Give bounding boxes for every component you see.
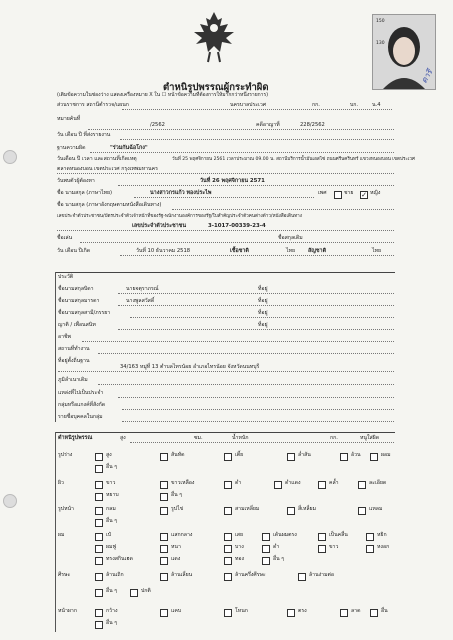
name-line	[134, 197, 314, 198]
forehead-opt-4: ลาด	[351, 608, 361, 614]
date-sent-label: วัน เดือน ปี ที่ส่งรายงาน	[57, 132, 111, 138]
hair-opt-12-checkbox[interactable]	[95, 557, 103, 565]
id-label: เลขประจำตัวประชาชน	[132, 223, 186, 229]
hair-opt-3: เด้นผมตรง	[273, 532, 297, 538]
hair-opt-14: ทอง	[235, 556, 245, 562]
id-value: 3-1017-00339-23-4	[208, 223, 266, 229]
spouse-line	[130, 317, 394, 318]
photo-height-mark-1: 150	[376, 19, 385, 24]
body-opt-3: ล่ำสัน	[298, 452, 311, 458]
father-line	[118, 293, 394, 294]
case-value: 228/2562	[300, 122, 325, 128]
gender-label: เพศ	[318, 190, 327, 196]
forehead-label: หน้าผาก	[58, 608, 77, 614]
relative-line	[118, 329, 394, 330]
forehead-opt-1: แคบ	[171, 608, 182, 614]
face-opt-1: รูปไข่	[171, 506, 184, 512]
head-opt-3: ล้านง่ามต่อ	[309, 572, 334, 578]
incident-value-2: ตลาดหนองบอน เขตประเวศ กรุงเทพมหานคร	[57, 166, 158, 172]
hair-opt-1: แสกกลาง	[171, 532, 193, 538]
hair-opt-0: เป๋	[106, 532, 112, 538]
arrest-date-line	[118, 185, 394, 186]
alias-line	[80, 242, 394, 243]
skin-opt-6: หยาบ	[106, 492, 119, 498]
gang-line	[122, 409, 394, 410]
head-opt-0-checkbox[interactable]	[95, 573, 103, 581]
history-section-label: ประวัติ	[58, 274, 74, 280]
dob-line	[120, 255, 394, 256]
punch-hole-bottom	[3, 494, 17, 508]
hair-opt-1-checkbox[interactable]	[160, 533, 168, 541]
race-value: ไทย	[286, 248, 296, 254]
hair-opt-11: หงอก	[377, 544, 390, 550]
forehead-opt-3: ตรง	[298, 608, 307, 614]
date-sent-line	[120, 139, 394, 140]
face-other-checkbox[interactable]	[95, 519, 103, 527]
hair-opt-2: เสย	[235, 532, 243, 538]
forehead-opt-4-checkbox[interactable]	[340, 609, 348, 617]
hair-opt-3-checkbox[interactable]	[262, 533, 270, 541]
hair-opt-14-checkbox[interactable]	[224, 557, 232, 565]
hair-opt-8-checkbox[interactable]	[224, 545, 232, 553]
offense-value: "ร่วมกันฉ้อโกง"	[110, 145, 148, 151]
workplace-label: สถานที่ทำงาน	[58, 346, 90, 352]
hair-opt-4: เป็นคลื่น	[329, 532, 348, 538]
agency-label: ส่วนราชการ สถานีตำรวจ/แผนก	[57, 102, 129, 108]
hair-opt-6: ผมฟู	[106, 544, 117, 550]
page-subtitle: (เติมข้อความในช่องว่าง แสดงเครื่องหมาย X ใน ☐ หน้าข้อความที่ต้องการให้มากกว่าหนึ่งรายการ)	[57, 92, 269, 98]
body-opt-0-checkbox[interactable]	[95, 453, 103, 461]
forehead-opt-0: กว้าง	[106, 608, 118, 614]
skin-opt-2-checkbox[interactable]	[224, 481, 232, 489]
forehead-other-label: อื่น ๆ	[106, 620, 118, 626]
skin-opt-0: ขาว	[106, 480, 116, 486]
vehicle-line	[122, 421, 394, 422]
hair-opt-4-checkbox[interactable]	[318, 533, 326, 541]
forehead-opt-0-checkbox[interactable]	[95, 609, 103, 617]
face-opt-2: สามเหลี่ยม	[235, 506, 260, 512]
garuda-emblem-icon	[190, 8, 238, 64]
body-opt-2-checkbox[interactable]	[224, 453, 232, 461]
occupation-label: อาชีพ	[58, 334, 71, 340]
skin-opt-5: ละเอียด	[369, 480, 387, 486]
body-label: รูปร่าง	[58, 452, 73, 458]
body-opt-2: เตี้ย	[235, 452, 244, 458]
incident-value: วันที่ 25 พฤศจิกายน 2561 เวลาประมาณ 09.00 น. สถานีบริการน้ำมันเอสโซ่ ถนนศรีนครินทร์ แขวงหนองบอน เขตประเวศ	[172, 157, 415, 162]
incident-label: วันเดือน ปี เวลา และสถานที่เกิดเหตุ	[57, 156, 137, 162]
spouse-addr-label: ที่อยู่	[258, 310, 268, 316]
dob-label: วัน เดือน ปีเกิด	[57, 248, 91, 254]
photo-height-mark-2: 130	[376, 41, 385, 46]
skin-other-label: อื่น ๆ	[171, 492, 183, 498]
address-line	[58, 371, 394, 372]
gender-female-label: หญิง	[370, 190, 381, 196]
face-opt-4-checkbox[interactable]	[358, 507, 366, 515]
mother-value: นางพูลสวัสดิ์	[126, 298, 155, 304]
hair-opt-5: หยิก	[377, 532, 387, 538]
occupation-line	[82, 341, 394, 342]
alias-label: ชื่อเล่น	[57, 235, 73, 241]
workplace-line	[98, 353, 394, 354]
punch-hole-top	[3, 150, 17, 164]
hair-opt-11-checkbox[interactable]	[366, 545, 374, 553]
hair-opt-9-checkbox[interactable]	[262, 545, 270, 553]
skin-other-checkbox[interactable]	[160, 493, 168, 501]
head-normal-label: ปกติ	[141, 588, 151, 594]
skin-opt-3: ดำแดง	[285, 480, 301, 486]
gender-female-checkbox[interactable]: ✓	[361, 191, 367, 199]
face-opt-4: แหลม	[369, 506, 383, 512]
skin-opt-5-checkbox[interactable]	[358, 481, 366, 489]
agency-value: นครบาลประเวศ	[230, 102, 267, 108]
height-line	[130, 442, 394, 443]
face-opt-1-checkbox[interactable]	[160, 507, 168, 515]
physical-section-label: ตำหนิรูปพรรณ	[58, 435, 93, 441]
spouse-label: ชื่อนามสกุลสามี/ภรรยา	[58, 310, 111, 316]
face-opt-0: กลม	[106, 506, 116, 512]
address-label: ที่อยู่ตั้งถิ่นฐาน	[58, 358, 90, 364]
face-label: รูปหน้า	[58, 506, 74, 512]
hair-opt-8: บาง	[235, 544, 244, 550]
body-opt-0: สูง	[106, 452, 112, 458]
skin-opt-1-checkbox[interactable]	[160, 481, 168, 489]
arrest-date-label: วันพบตัวผู้ต้องหา	[57, 178, 95, 184]
skin-opt-0-checkbox[interactable]	[95, 481, 103, 489]
skin-opt-1: ขาวเหลือง	[171, 480, 195, 486]
relative-addr-label: ที่อยู่	[258, 322, 268, 328]
father-label: ชื่อนามสกุลบิดา	[58, 286, 94, 292]
body-opt-1-checkbox[interactable]	[160, 453, 168, 461]
physical-left-border	[55, 432, 56, 632]
relative-label: ญาติ / เพื่อนสนิท	[58, 322, 96, 328]
head-opt-1-checkbox[interactable]	[160, 573, 168, 581]
face-opt-3-checkbox[interactable]	[287, 507, 295, 515]
hair-opt-7: หนา	[171, 544, 181, 550]
head-opt-2-checkbox[interactable]	[224, 573, 232, 581]
gender-male-label: ชาย	[344, 190, 354, 196]
skin-opt-6-checkbox[interactable]	[95, 493, 103, 501]
page-title: ตำหนิรูปพรรณผู้กระทำผิด	[163, 82, 269, 93]
nationality-value: ไทย	[372, 248, 382, 254]
arrest-date-value: วันที่ 26 พฤศจิกายน 2571	[200, 178, 265, 184]
skin-label: ผิว	[58, 480, 64, 486]
nationality-label: สัญชาติ	[308, 248, 327, 254]
forehead-opt-1-checkbox[interactable]	[160, 609, 168, 617]
body-opt-4: อ้วน	[351, 452, 361, 458]
unit-value: น.4	[372, 102, 381, 108]
name-en-line	[172, 209, 394, 210]
history-left-border	[55, 272, 56, 422]
father-addr-label: ที่อยู่	[258, 286, 268, 292]
race-label: เชื้อชาติ	[230, 248, 249, 254]
hair-opt-7-checkbox[interactable]	[160, 545, 168, 553]
forehead-other-checkbox[interactable]	[95, 621, 103, 629]
hair-opt-10-checkbox[interactable]	[318, 545, 326, 553]
dob-value: วันที่ 10 ธันวาคม 2518	[136, 248, 191, 254]
mother-addr-label: ที่อยู่	[258, 298, 268, 304]
body-other-label: อื่น ๆ	[106, 464, 118, 470]
id-line	[57, 230, 394, 231]
agency-line	[122, 109, 392, 110]
head-opt-1: ล้านเลี่ยน	[171, 572, 193, 578]
name-value: นางสาวกรแก้ว ทองประไพ	[150, 190, 212, 196]
report-value: /2562	[150, 122, 165, 128]
hair-opt-10: ขาว	[329, 544, 339, 550]
hair-label: ผม	[58, 532, 65, 538]
hair-opt-6-checkbox[interactable]	[95, 545, 103, 553]
case-label: คดีอาญาที่	[256, 122, 280, 128]
forehead-opt-5: อื่น	[381, 608, 388, 614]
hair-other-checkbox[interactable]	[262, 557, 270, 565]
id-header: เลขประจำตัวประชาชน/บัตรประจำตัวเจ้าหน้าที่ของรัฐ-พนักงานองค์การของรัฐ/ใบสำคัญประจำตัวคนต่างด้าว/หนังสือเดินทาง	[57, 214, 302, 219]
weight-unit: กก.	[330, 435, 338, 441]
forehead-opt-2-checkbox[interactable]	[224, 609, 232, 617]
mother-line	[118, 305, 394, 306]
photo-handwriting: ดารี	[419, 68, 435, 85]
weight-label: น้ำหนัก	[232, 435, 249, 441]
vehicle-label: รายชื่อบุคคลในกลุ่ม	[58, 414, 103, 420]
forehead-opt-3-checkbox[interactable]	[287, 609, 295, 617]
body-opt-1: สันทัด	[171, 452, 185, 458]
history-top-border	[55, 272, 395, 273]
name-en-label: ชื่อ นามสกุล (ภาษาอังกฤษตามหนังสือเดินทาง)	[57, 202, 162, 208]
skin-opt-3-checkbox[interactable]	[274, 481, 282, 489]
unit-label: บก.	[350, 102, 359, 108]
division-label: กก.	[312, 102, 320, 108]
hair-opt-2-checkbox[interactable]	[224, 533, 232, 541]
hangout-label: แหล่งที่ไปเป็นประจำ	[58, 390, 104, 396]
physical-top-border	[55, 432, 395, 433]
gang-label: กลุ่มหรือแกงค์ที่สังกัด	[58, 402, 106, 408]
skin-opt-4-checkbox[interactable]	[318, 481, 326, 489]
forehead-opt-5-checkbox[interactable]	[370, 609, 378, 617]
face-opt-3: สี่เหลี่ยม	[298, 506, 316, 512]
forehead-opt-2: โหนก	[235, 608, 248, 614]
head-other-label: อื่น ๆ	[106, 588, 118, 594]
head-normal-checkbox[interactable]	[130, 589, 138, 597]
name-label: ชื่อ นามสกุล (ภาษาไทย)	[57, 190, 113, 196]
hair-opt-13: แดง	[171, 556, 181, 562]
head-other-checkbox[interactable]	[95, 589, 103, 597]
hair-opt-0-checkbox[interactable]	[95, 533, 103, 541]
mother-label: ชื่อนามสกุลมารดา	[58, 298, 100, 304]
skin-opt-4: คล้ำ	[329, 480, 339, 486]
body-opt-4-checkbox[interactable]	[340, 453, 348, 461]
father-value: นายจตุราภรณ์	[126, 286, 159, 292]
hair-opt-9: ดำ	[273, 544, 280, 550]
body-opt-5-checkbox[interactable]	[370, 453, 378, 461]
hair-opt-12: ทรงสกินเฮด	[106, 556, 133, 562]
report-label: หมายค้นที่	[57, 116, 81, 122]
head-opt-0: ล้านเถิก	[106, 572, 124, 578]
body-opt-5: ผอม	[381, 452, 391, 458]
report-line	[88, 129, 394, 130]
address-value: 34/163 หมู่ที่ 13 ตำบลไทรน้อย อำเภอไทรน้อย จังหวัดนนทบุรี	[120, 364, 260, 370]
offense-line	[90, 152, 394, 153]
face-opt-2-checkbox[interactable]	[224, 507, 232, 515]
head-opt-3-checkbox[interactable]	[298, 573, 306, 581]
face-other-label: อื่น ๆ	[106, 518, 118, 524]
face-opt-0-checkbox[interactable]	[95, 507, 103, 515]
hometown-label: ภูมิลำเนาเดิม	[58, 377, 88, 383]
skin-opt-2: ดำ	[235, 480, 242, 486]
offense-label: ฐานความผิด	[57, 145, 86, 151]
head-opt-2: ล้านครึ่งศีรษะ	[235, 572, 266, 578]
hair-opt-13-checkbox[interactable]	[160, 557, 168, 565]
body-opt-3-checkbox[interactable]	[287, 453, 295, 461]
prev-name-label: ชื่อสกุลเดิม	[278, 235, 303, 241]
dominant-label: หนูใส่ผิด	[360, 435, 380, 441]
hangout-line	[118, 397, 394, 398]
hair-other-label: อื่น ๆ	[273, 556, 285, 562]
hometown-line	[98, 384, 394, 385]
height-label: สูง	[120, 435, 126, 441]
gender-male-checkbox[interactable]	[334, 191, 342, 199]
body-other-checkbox[interactable]	[95, 465, 103, 473]
incident-line	[57, 173, 394, 174]
height-unit: ซม.	[194, 435, 203, 441]
head-label: ศีรษะ	[58, 572, 71, 578]
hair-opt-5-checkbox[interactable]	[366, 533, 374, 541]
